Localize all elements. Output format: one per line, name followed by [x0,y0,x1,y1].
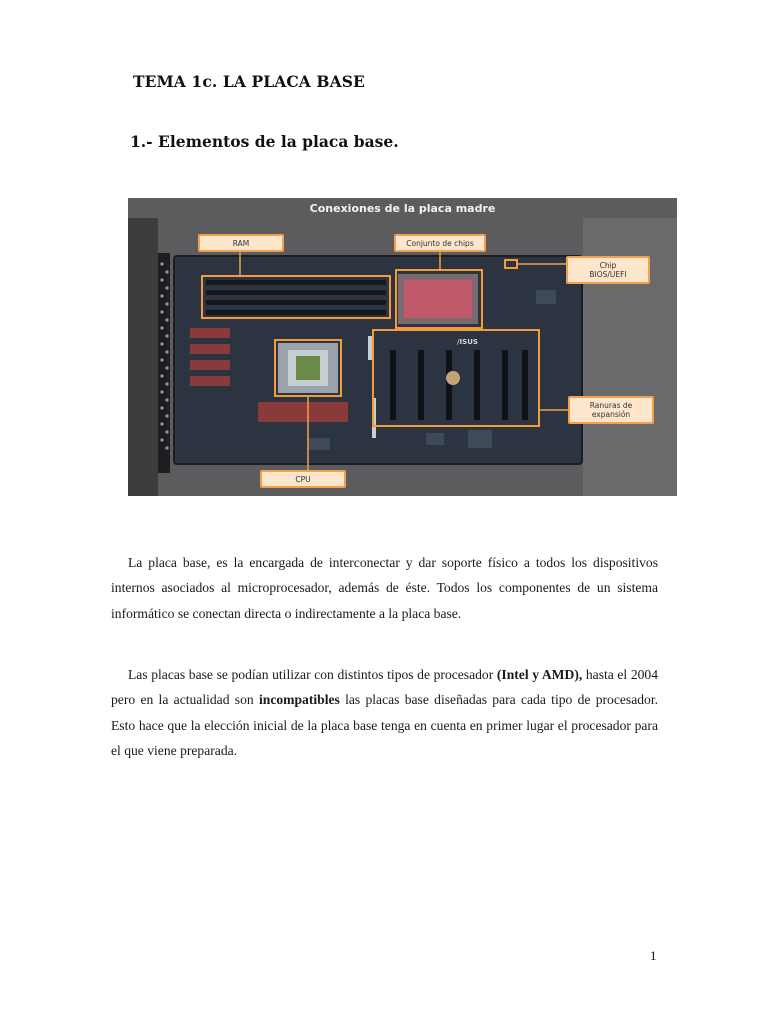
callout-bios [566,256,650,284]
paragraph-2-bold-2: incompatibles [258,692,340,708]
paragraph-2-bold-1: (Intel y AMD), [496,667,583,682]
board-brand-mark: /ISUS [457,338,478,346]
figure-title: Conexiones de la placa madre [309,202,496,215]
callout-slots-line1: Ranuras de [589,401,633,410]
paragraph-2-part-3: las placas base diseñadas para cada tipo de procesador. Esto hace que la elección inicial de la placa base tenga en cuenta en primer lugar el procesador para el que viene preparada. [111,692,659,758]
callout-slots-line2: expansión [591,410,631,419]
motherboard-figure [128,198,677,496]
callout-expansion-slots [568,396,654,424]
callout-bios-line1: Chip [599,261,617,270]
paragraph-2-part-1: Las placas base se podían utilizar con distintos tipos de procesador [128,667,497,682]
callout-cpu-label: CPU [295,474,311,484]
page-number: 1 [650,948,657,963]
paragraph-2-part-2: hasta el 2004 pero en la actualidad son [111,667,659,708]
paragraph-1: La placa base, es la encargada de interconectar y dar soporte físico a todos los dispositivos internos asociados al microprocesador, además de éste. Todos los componentes de un sistema informático se conectan directa o indirectamente a la placa base. [111,555,658,621]
document-title: TEMA 1c. LA PLACA BASE [133,72,365,91]
callout-ram [198,234,284,252]
callout-bios-line2: BIOS/UEFI [589,270,627,279]
callout-chipset [394,234,486,252]
callout-chipset-label: Conjunto de chips [406,238,474,248]
section-heading: 1.- Elementos de la placa base. [130,132,399,151]
paragraph-2 [111,662,658,763]
callout-ram-label: RAM [232,238,250,248]
callout-cpu [260,470,346,488]
